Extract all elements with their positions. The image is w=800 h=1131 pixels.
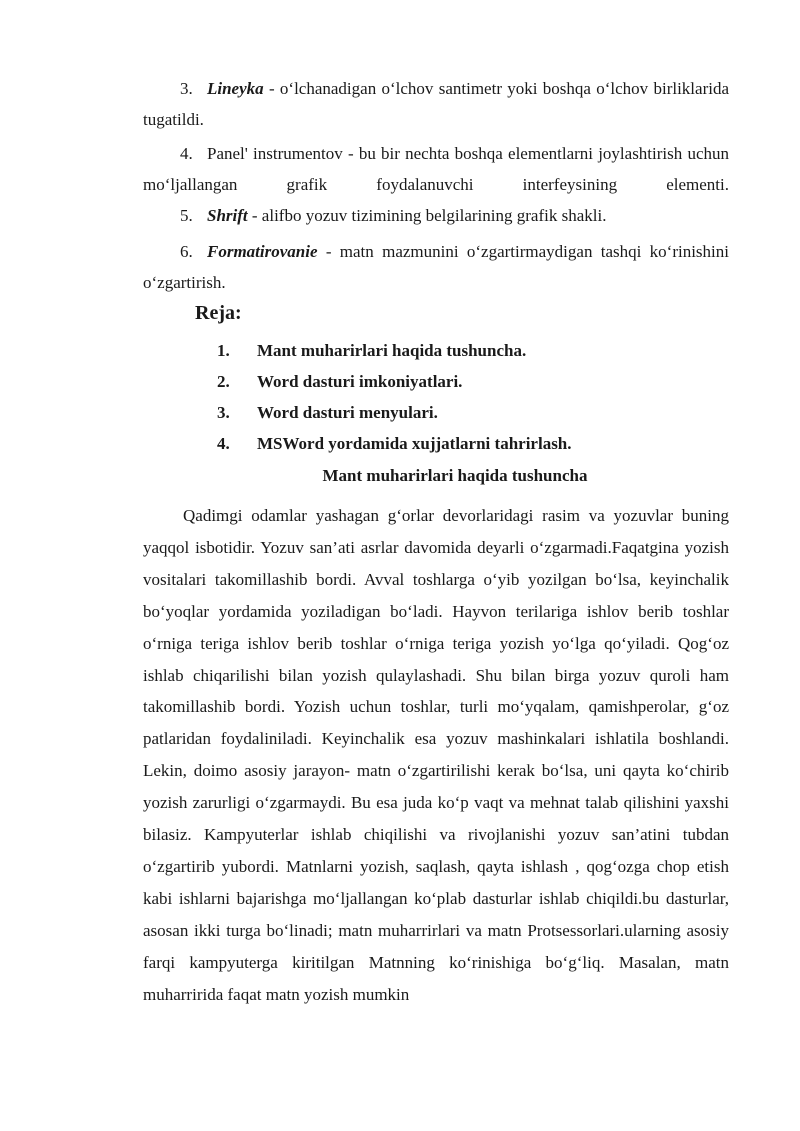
plan-item <box>217 336 526 366</box>
definition-term: Lineyka <box>207 79 264 98</box>
plan-item <box>217 398 438 428</box>
definition-text: - o‘lchanadigan o‘lchov santimetr yoki boshqa o‘lchov birliklarida tugatildi. <box>143 79 729 129</box>
plan-item <box>217 367 462 397</box>
definition-number: 4. <box>180 144 193 163</box>
plan-item-text: Word dasturi imkoniyatlari. <box>257 372 463 391</box>
definition-item-3 <box>143 73 729 135</box>
definition-item-6 <box>143 236 729 298</box>
plan-item-text: MSWord yordamida xujjatlarni tahrirlash. <box>257 434 572 453</box>
plan-heading: Reja: <box>195 302 242 324</box>
section-body: Qadimgi odamlar yashagan g‘orlar devorlaridagi rasim va yozuvlar buning yaqqol isbotidir. Yozuv san’ati asrlar davomida deyarli o‘zgarmadi.Faqatgina yozish vositalari takomillashib bordi. Avval toshlarga o‘yib yozilgan bo‘lsa, keyinchalik bo‘yoqlar yordamida yoziladigan bo‘ladi. Hayvon terilariga ishlov berib toshlar o‘rniga teriga ishlov berib toshlar o‘rniga teriga yozish yo‘lga qo‘yiladi. Qog‘oz ishlab chiqarilishi bilan yozish qulaylashadi. Shu bilan birga yozuv quroli ham takomillashib bordi. Yozish uchun toshlar, turli mo‘yqalam, qamishperolar, g‘oz patlaridan foydaliniladi. Keyinchalik esa yozuv mashinkalari ishlatila boshlandi. Lekin, doimo asosiy jarayon- matn o‘zgartirilishi kerak bo‘lsa, uni qayta ko‘chirib yozish zarurligi o‘zgarmaydi. Bu esa juda ko‘p vaqt va mehnat talab qilishini yaxshi bilasiz. Kampyuterlar ishlab chiqilishi va rivojlanishi yozuv san’atini tubdan o‘zgartirib yubordi. Matnlarni yozish, saqlash, qayta ishlash , qog‘ozga chop etish kabi ishlarni bajarishga mo‘ljallangan ko‘plab dasturlar ishlab chiqildi.bu dasturlar, asosan ikki turga bo‘linadi; matn muharrirlari va matn Protsessorlari.ularning asosiy farqi kampyuterga kiritilgan Matnning ko‘rinishiga bo‘g‘liq. Masalan, matn muharririda faqat matn yozish mumkin <box>143 506 729 1004</box>
definition-item-5 <box>143 200 729 231</box>
definition-term: Shrift <box>207 206 248 225</box>
plan-item-number: 3. <box>217 403 230 422</box>
definition-text: - matn mazmunini o‘zgartirmaydigan tashqi ko‘rinishini o‘zgartirish. <box>143 242 729 292</box>
definition-text: - alifbo yozuv tizimining belgilarining grafik shakli. <box>247 206 607 225</box>
plan-item <box>217 429 572 459</box>
plan-item-number: 4. <box>217 434 230 453</box>
definition-term: Formatirovanie <box>207 242 318 261</box>
definition-text: Panel' instrumentov - bu bir nechta boshqa elementlarni joylashtirish uchun mo‘ljallangan grafik foydalanuvchi interfeysining elementi. <box>143 144 729 194</box>
definition-number: 5. <box>180 206 193 225</box>
plan-item-number: 1. <box>217 341 230 360</box>
plan-item-text: Mant muharirlari haqida tushuncha. <box>257 341 527 360</box>
definition-number: 3. <box>180 79 193 98</box>
plan-item-number: 2. <box>217 372 230 391</box>
plan-item-text: Word dasturi menyulari. <box>257 403 438 422</box>
section-title: Mant muharirlari haqida tushuncha <box>322 466 588 485</box>
definition-item-4 <box>143 138 729 200</box>
definition-number: 6. <box>180 242 193 261</box>
